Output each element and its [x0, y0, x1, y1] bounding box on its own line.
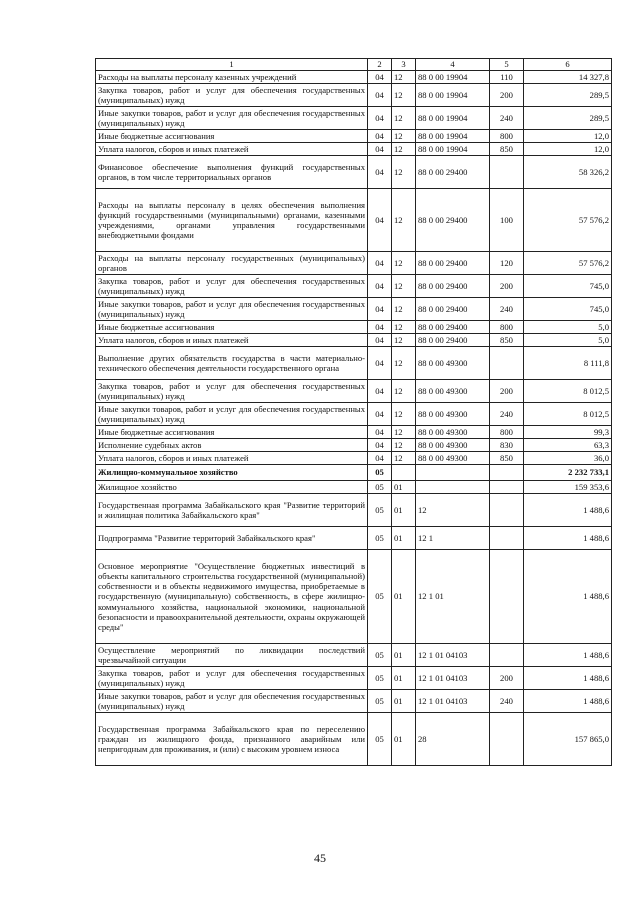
table-row: [96, 84, 612, 107]
row-name-cell: Государственная программа Забайкальского края "Развитие территорий и жилищная политика Забайкальского края": [96, 494, 368, 527]
section-code-cell: 05: [368, 527, 392, 550]
target-article-cell: 88 0 00 49300: [416, 452, 490, 465]
row-name-cell: Выполнение других обязательств государства в части материально-технического обеспечения деятельности государственного органа: [96, 347, 368, 380]
target-article-cell: 88 0 00 19904: [416, 107, 490, 130]
row-name-cell: Уплата налогов, сборов и иных платежей: [96, 452, 368, 465]
section-code-cell: 04: [368, 107, 392, 130]
target-article-cell: 88 0 00 19904: [416, 130, 490, 143]
header-cell: 1: [96, 59, 368, 71]
subsection-code-cell: 01: [392, 690, 416, 713]
section-code-cell: 04: [368, 452, 392, 465]
subsection-code-cell: 01: [392, 644, 416, 667]
subsection-code-cell: 12: [392, 452, 416, 465]
header-cell: 2: [368, 59, 392, 71]
target-article-cell: 88 0 00 49300: [416, 403, 490, 426]
expense-type-cell: 200: [490, 275, 524, 298]
table-row: [96, 334, 612, 347]
page-number: 45: [314, 851, 326, 865]
subsection-code-cell: 12: [392, 84, 416, 107]
target-article-cell: 88 0 00 29400: [416, 321, 490, 334]
expense-type-cell: 800: [490, 130, 524, 143]
amount-cell: 745,0: [524, 275, 612, 298]
expense-type-cell: 800: [490, 321, 524, 334]
target-article-cell: 88 0 00 19904: [416, 143, 490, 156]
table-row: [96, 439, 612, 452]
subsection-code-cell: 12: [392, 189, 416, 252]
section-code-cell: 04: [368, 347, 392, 380]
subsection-code-cell: 01: [392, 713, 416, 766]
target-article-cell: 88 0 00 49300: [416, 426, 490, 439]
expense-type-cell: [490, 465, 524, 481]
row-name-cell: Закупка товаров, работ и услуг для обеспечения государственных (муниципальных) нужд: [96, 84, 368, 107]
amount-cell: 1 488,6: [524, 494, 612, 527]
subsection-code-cell: 12: [392, 380, 416, 403]
section-code-cell: 04: [368, 298, 392, 321]
section-code-cell: 04: [368, 380, 392, 403]
amount-cell: 12,0: [524, 130, 612, 143]
row-name-cell: Уплата налогов, сборов и иных платежей: [96, 334, 368, 347]
table-row: [96, 321, 612, 334]
expense-type-cell: 200: [490, 84, 524, 107]
table-row: [96, 452, 612, 465]
target-article-cell: 88 0 00 29400: [416, 334, 490, 347]
subsection-code-cell: 12: [392, 439, 416, 452]
section-code-cell: 04: [368, 403, 392, 426]
table-row: [96, 403, 612, 426]
subsection-code-cell: 12: [392, 156, 416, 189]
amount-cell: 12,0: [524, 143, 612, 156]
amount-cell: 1 488,6: [524, 527, 612, 550]
expense-type-cell: [490, 494, 524, 527]
expense-type-cell: 240: [490, 403, 524, 426]
subsection-code-cell: 12: [392, 426, 416, 439]
amount-cell: 58 326,2: [524, 156, 612, 189]
expense-type-cell: 200: [490, 380, 524, 403]
row-name-cell: Расходы на выплаты персоналу казенных учреждений: [96, 71, 368, 84]
row-name-cell: Основное мероприятие "Осуществление бюджетных инвестиций в объекты капитального строительства государственной (муниципальной) собственности и в объекты недвижимого имущества, приобретаемые в государственную (муниципальную) собственность, в сфере жилищно-коммунального хозяйства, национальной экономики, национальной безопасности и правоохранительной деятельности, охраны окружающей среды": [96, 550, 368, 644]
amount-cell: 1 488,6: [524, 550, 612, 644]
section-code-cell: 04: [368, 334, 392, 347]
subsection-code-cell: 12: [392, 71, 416, 84]
amount-cell: 57 576,2: [524, 252, 612, 275]
amount-cell: 99,3: [524, 426, 612, 439]
amount-cell: 14 327,8: [524, 71, 612, 84]
section-code-cell: 04: [368, 71, 392, 84]
expense-type-cell: [490, 644, 524, 667]
target-article-cell: 88 0 00 29400: [416, 298, 490, 321]
header-cell: 4: [416, 59, 490, 71]
section-code-cell: 05: [368, 667, 392, 690]
subsection-code-cell: 12: [392, 107, 416, 130]
expense-type-cell: 850: [490, 334, 524, 347]
table-row: [96, 713, 612, 766]
section-code-cell: 04: [368, 321, 392, 334]
target-article-cell: 12: [416, 494, 490, 527]
section-code-cell: 05: [368, 690, 392, 713]
amount-cell: 157 865,0: [524, 713, 612, 766]
table-row: [96, 426, 612, 439]
section-code-cell: 05: [368, 713, 392, 766]
amount-cell: 289,5: [524, 84, 612, 107]
subsection-code-cell: 12: [392, 321, 416, 334]
expense-type-cell: 100: [490, 189, 524, 252]
row-name-cell: Уплата налогов, сборов и иных платежей: [96, 143, 368, 156]
amount-cell: 8 111,8: [524, 347, 612, 380]
expense-type-cell: 200: [490, 667, 524, 690]
subsection-code-cell: 01: [392, 527, 416, 550]
target-article-cell: 88 0 00 19904: [416, 71, 490, 84]
amount-cell: 1 488,6: [524, 667, 612, 690]
target-article-cell: 12 1 01 04103: [416, 667, 490, 690]
target-article-cell: 88 0 00 49300: [416, 347, 490, 380]
row-name-cell: Государственная программа Забайкальского края по переселению граждан из жилищного фонда, признанного аварийным или непригодным для проживания, и (или) с высоким уровнем износа: [96, 713, 368, 766]
section-code-cell: 04: [368, 189, 392, 252]
row-name-cell: Иные бюджетные ассигнования: [96, 426, 368, 439]
expense-type-cell: [490, 550, 524, 644]
target-article-cell: 88 0 00 29400: [416, 189, 490, 252]
amount-cell: 5,0: [524, 321, 612, 334]
amount-cell: 1 488,6: [524, 690, 612, 713]
table-row: [96, 143, 612, 156]
target-article-cell: 88 0 00 49300: [416, 439, 490, 452]
subsection-code-cell: 12: [392, 334, 416, 347]
amount-cell: 36,0: [524, 452, 612, 465]
amount-cell: 8 012,5: [524, 380, 612, 403]
section-code-cell: 04: [368, 275, 392, 298]
table-row: [96, 298, 612, 321]
expense-type-cell: 850: [490, 143, 524, 156]
table-row: [96, 550, 612, 644]
table-row: [96, 481, 612, 494]
expense-type-cell: 110: [490, 71, 524, 84]
expense-type-cell: [490, 347, 524, 380]
row-name-cell: Иные закупки товаров, работ и услуг для обеспечения государственных (муниципальных) нужд: [96, 403, 368, 426]
target-article-cell: [416, 481, 490, 494]
table-row: [96, 347, 612, 380]
table-row: [96, 130, 612, 143]
target-article-cell: [416, 465, 490, 481]
expense-type-cell: [490, 481, 524, 494]
expense-type-cell: [490, 156, 524, 189]
table-body: [96, 59, 612, 766]
expense-type-cell: 850: [490, 452, 524, 465]
header-cell: 3: [392, 59, 416, 71]
subsection-code-cell: [392, 465, 416, 481]
expense-type-cell: [490, 527, 524, 550]
subsection-code-cell: 12: [392, 347, 416, 380]
row-name-cell: Жилищное хозяйство: [96, 481, 368, 494]
expense-type-cell: 120: [490, 252, 524, 275]
expense-type-cell: 240: [490, 298, 524, 321]
table-row: [96, 189, 612, 252]
target-article-cell: 88 0 00 19904: [416, 84, 490, 107]
section-code-cell: 04: [368, 130, 392, 143]
target-article-cell: 12 1: [416, 527, 490, 550]
target-article-cell: 88 0 00 29400: [416, 275, 490, 298]
subsection-code-cell: 12: [392, 298, 416, 321]
subsection-code-cell: 01: [392, 550, 416, 644]
table-row: [96, 156, 612, 189]
subsection-code-cell: 12: [392, 130, 416, 143]
target-article-cell: 12 1 01: [416, 550, 490, 644]
section-code-cell: 04: [368, 156, 392, 189]
amount-cell: 1 488,6: [524, 644, 612, 667]
amount-cell: 159 353,6: [524, 481, 612, 494]
table-row: [96, 494, 612, 527]
row-name-cell: Иные закупки товаров, работ и услуг для обеспечения государственных (муниципальных) нужд: [96, 107, 368, 130]
target-article-cell: 88 0 00 29400: [416, 156, 490, 189]
subsection-code-cell: 01: [392, 494, 416, 527]
target-article-cell: 28: [416, 713, 490, 766]
expense-type-cell: 830: [490, 439, 524, 452]
expense-type-cell: 240: [490, 690, 524, 713]
table-header-row: [96, 59, 612, 71]
row-name-cell: Закупка товаров, работ и услуг для обеспечения государственных (муниципальных) нужд: [96, 275, 368, 298]
amount-cell: 745,0: [524, 298, 612, 321]
table-row: [96, 107, 612, 130]
row-name-cell: Расходы на выплаты персоналу в целях обеспечения выполнения функций государственными (муниципальными) органами, казенными учреждениями, органами управления государственными внебюджетными фондами: [96, 189, 368, 252]
section-code-cell: 05: [368, 550, 392, 644]
table-row: [96, 527, 612, 550]
row-name-cell: Иные бюджетные ассигнования: [96, 321, 368, 334]
section-code-cell: 05: [368, 465, 392, 481]
section-code-cell: 04: [368, 252, 392, 275]
amount-cell: 8 012,5: [524, 403, 612, 426]
amount-cell: 289,5: [524, 107, 612, 130]
row-name-cell: Закупка товаров, работ и услуг для обеспечения государственных (муниципальных) нужд: [96, 667, 368, 690]
amount-cell: 5,0: [524, 334, 612, 347]
table-row: [96, 667, 612, 690]
expense-type-cell: 800: [490, 426, 524, 439]
header-cell: 6: [524, 59, 612, 71]
row-name-cell: Исполнение судебных актов: [96, 439, 368, 452]
subsection-code-cell: 12: [392, 275, 416, 298]
header-cell: 5: [490, 59, 524, 71]
amount-cell: 57 576,2: [524, 189, 612, 252]
row-name-cell: Закупка товаров, работ и услуг для обеспечения государственных (муниципальных) нужд: [96, 380, 368, 403]
target-article-cell: 88 0 00 29400: [416, 252, 490, 275]
target-article-cell: 12 1 01 04103: [416, 690, 490, 713]
row-name-cell: Жилищно-коммунальное хозяйство: [96, 465, 368, 481]
section-code-cell: 04: [368, 439, 392, 452]
expense-type-cell: [490, 713, 524, 766]
row-name-cell: Осуществление мероприятий по ликвидации последствий чрезвычайной ситуации: [96, 644, 368, 667]
section-code-cell: 05: [368, 481, 392, 494]
subsection-code-cell: 12: [392, 143, 416, 156]
table-row: [96, 252, 612, 275]
table-row: [96, 380, 612, 403]
budget-table: [95, 58, 612, 766]
section-code-cell: 04: [368, 84, 392, 107]
amount-cell: 63,3: [524, 439, 612, 452]
table-row: [96, 275, 612, 298]
subsection-code-cell: 01: [392, 481, 416, 494]
row-name-cell: Подпрограмма "Развитие территорий Забайкальского края": [96, 527, 368, 550]
target-article-cell: 88 0 00 49300: [416, 380, 490, 403]
subsection-code-cell: 12: [392, 403, 416, 426]
table-row: [96, 644, 612, 667]
section-code-cell: 05: [368, 644, 392, 667]
table-row: [96, 465, 612, 481]
row-name-cell: Иные закупки товаров, работ и услуг для обеспечения государственных (муниципальных) нужд: [96, 298, 368, 321]
amount-cell: 2 232 733,1: [524, 465, 612, 481]
table-row: [96, 71, 612, 84]
expense-type-cell: 240: [490, 107, 524, 130]
row-name-cell: Иные закупки товаров, работ и услуг для обеспечения государственных (муниципальных) нужд: [96, 690, 368, 713]
section-code-cell: 04: [368, 143, 392, 156]
row-name-cell: Иные бюджетные ассигнования: [96, 130, 368, 143]
table-row: [96, 690, 612, 713]
section-code-cell: 04: [368, 426, 392, 439]
section-code-cell: 05: [368, 494, 392, 527]
subsection-code-cell: 12: [392, 252, 416, 275]
subsection-code-cell: 01: [392, 667, 416, 690]
row-name-cell: Расходы на выплаты персоналу государственных (муниципальных) органов: [96, 252, 368, 275]
row-name-cell: Финансовое обеспечение выполнения функций государственных органов, в том числе территориальных органов: [96, 156, 368, 189]
target-article-cell: 12 1 01 04103: [416, 644, 490, 667]
